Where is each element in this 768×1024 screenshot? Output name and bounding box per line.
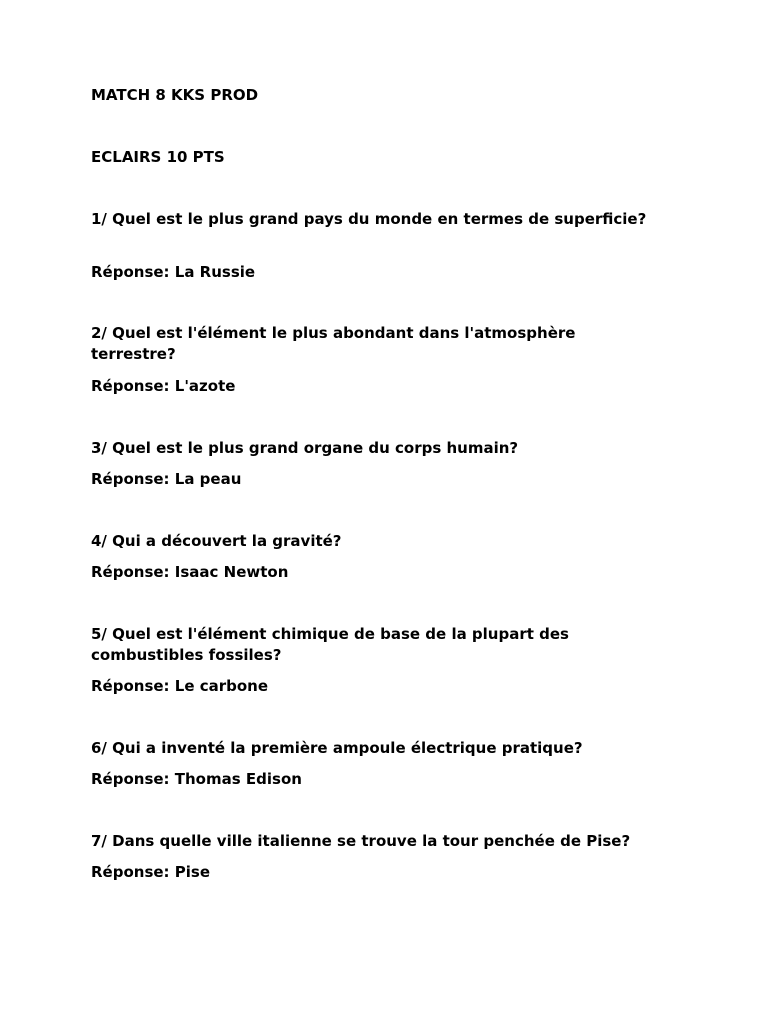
question-7: 7/ Dans quelle ville italienne se trouve la tour penchée de Pise? [91,832,631,850]
answer-2: Réponse: L'azote [91,377,236,395]
question-5: 5/ Quel est l'élément chimique de base de la plupart des combustibles fossiles? [91,625,569,664]
question-1: 1/ Quel est le plus grand pays du monde en termes de superficie? [91,210,647,228]
answer-4: Réponse: Isaac Newton [91,563,289,581]
question-2: 2/ Quel est l'élément le plus abondant dans l'atmosphère terrestre? [91,324,576,363]
question-6: 6/ Qui a inventé la première ampoule électrique pratique? [91,739,583,757]
document-title: MATCH 8 KKS PROD [91,86,259,104]
question-3: 3/ Quel est le plus grand organe du corps humain? [91,439,519,457]
answer-1: Réponse: La Russie [91,263,256,281]
answer-7: Réponse: Pise [91,863,211,881]
answer-5: Réponse: Le carbone [91,677,269,695]
question-4: 4/ Qui a découvert la gravité? [91,532,342,550]
answer-6: Réponse: Thomas Edison [91,770,302,788]
section-heading: ECLAIRS 10 PTS [91,148,225,166]
answer-3: Réponse: La peau [91,470,242,488]
